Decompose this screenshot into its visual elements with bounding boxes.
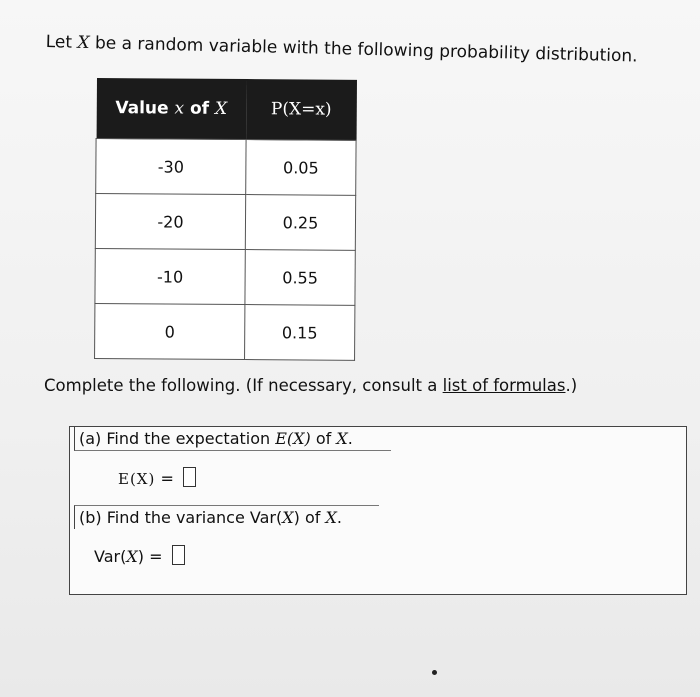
mouse-cursor-dot [432,670,437,675]
cell-prob: 0.15 [245,305,355,361]
formulas-link[interactable]: list of formulas [442,376,566,395]
question-b-period: . [336,508,342,527]
cell-prob: 0.55 [245,250,355,306]
header-value-of: of [189,98,210,119]
variance-answer-row [94,545,185,566]
header-value [96,78,246,140]
question-a-period: . [347,429,353,448]
cell-value: -30 [96,139,246,195]
question-a-math: E(X) [275,429,311,448]
expectation-answer-row [118,467,196,488]
intro-prefix: Let [45,32,73,53]
variance-lhs-pre: Var( [94,547,127,566]
cell-value: 0 [95,303,245,359]
question-b-var: X [325,508,337,527]
question-b [74,505,379,529]
intro-variable: X [77,32,90,54]
header-value-X: X [214,98,228,119]
header-value-text: Value [115,98,169,119]
table-row [95,248,355,305]
header-probability-text: P(X=x) [270,99,332,120]
probability-distribution-table [94,78,357,361]
header-probability [246,79,356,140]
cell-value: -10 [95,248,245,304]
variance-answer-input[interactable] [172,545,185,565]
question-b-label: (b) Find the variance Var( [79,508,283,527]
expectation-answer-input[interactable] [183,467,196,487]
header-value-x: x [174,98,185,119]
instructions [44,376,577,395]
cell-prob: 0.25 [245,195,355,251]
question-b-close: ) of [293,508,321,527]
table-row [96,139,356,196]
question-b-inner-var: X [282,508,294,527]
question-a-label: (a) Find the expectation [79,429,271,448]
intro-suffix: be a random variable with the following probability distribution. [94,33,638,67]
variance-equals: = [149,547,163,566]
expectation-equals: = [160,469,174,488]
instructions-text: Complete the following. (If necessary, consult a [44,376,438,395]
intro-sentence [46,32,638,66]
cell-prob: 0.05 [246,140,356,196]
answer-panel [69,426,687,595]
instructions-end: .) [565,376,578,395]
table-row [95,303,355,360]
table-row [95,194,355,251]
cell-value: -20 [95,194,245,250]
table-header-row [96,78,356,140]
question-a-var: X [336,429,348,448]
question-a [74,427,391,451]
variance-lhs-post: ) [137,547,144,566]
variance-lhs-var: X [126,547,138,566]
question-a-of: of [315,429,332,448]
expectation-lhs: E(X) [118,470,156,488]
